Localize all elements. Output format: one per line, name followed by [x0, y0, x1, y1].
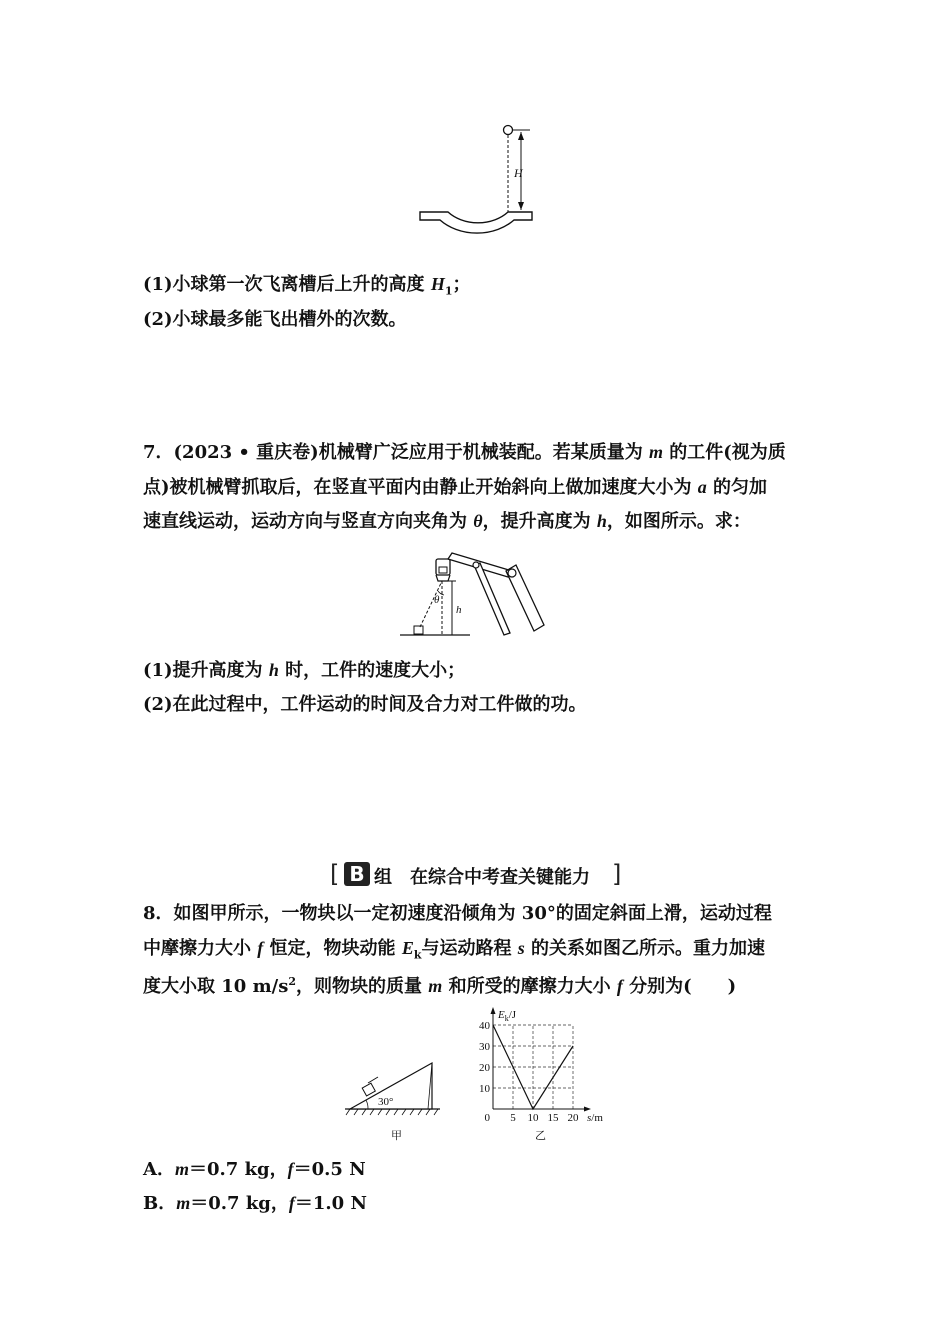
- section-badge: B: [344, 862, 370, 886]
- ek-s-chart: [465, 1005, 615, 1145]
- y-axis-label: $E_k/J$: [498, 1009, 517, 1023]
- caption-jia: 甲: [391, 1130, 402, 1142]
- p6-q2: (2)小球最多能飞出槽外的次数。: [143, 309, 407, 330]
- label-theta: θ: [434, 594, 440, 606]
- groove: [420, 212, 532, 233]
- p6-q1: (1)小球第一次飞离槽后上升的高度 $H_1$；: [143, 274, 471, 298]
- bracket-right: ]: [612, 860, 622, 888]
- y-tick-label: 30: [479, 1041, 490, 1053]
- workpiece: [414, 626, 423, 634]
- x-tick-label: 15: [547, 1112, 559, 1124]
- y-tick-label: 10: [479, 1083, 490, 1095]
- x-tick-label: 0: [484, 1112, 490, 1124]
- label-h: h: [456, 604, 462, 616]
- p7-q1: (1)提升高度为 h 时，工件的速度大小；: [143, 660, 466, 681]
- y-tick-label: 20: [479, 1062, 490, 1074]
- p8-line1: 8．如图甲所示，一物块以一定初速度沿倾角为 30°的固定斜面上滑，运动过程: [143, 903, 772, 924]
- caption-yi: 乙: [535, 1130, 546, 1142]
- p8-option-b[interactable]: B．m＝0.7 kg，f＝1.0 N: [143, 1193, 367, 1214]
- x-tick-label: 20: [567, 1112, 579, 1124]
- p8-line2: 中摩擦力大小 f 恒定，物块动能 $E_k$与运动路程 s 的关系如图乙所示。重力加速: [143, 938, 766, 962]
- p8-line3: 度大小取 10 $m/s^2$，则物块的质量 m 和所受的摩擦力大小 f 分别为( ): [143, 975, 737, 997]
- label-H: H: [514, 166, 523, 180]
- robot-arm-figure: [400, 545, 555, 640]
- p8-option-a[interactable]: A．m＝0.7 kg，f＝0.5 N: [143, 1159, 366, 1180]
- angle-label: 30°: [378, 1096, 394, 1108]
- bracket-left: [: [330, 860, 340, 888]
- section-title: 组 在综合中考查关键能力: [374, 867, 590, 888]
- incline-figure: [340, 1055, 450, 1150]
- p7-line3: 速直线运动，运动方向与竖直方向夹角为 θ，提升高度为 h，如图所示。求：: [143, 511, 751, 532]
- groove-figure: [410, 120, 540, 260]
- x-tick-label: 10: [527, 1112, 539, 1124]
- x-axis-label: s/m: [587, 1112, 603, 1124]
- section-b-header: [330, 858, 630, 892]
- x-tick-label: 5: [510, 1112, 516, 1124]
- ball: [504, 126, 513, 135]
- p7-line1: 7．(2023 • 重庆卷)机械臂广泛应用于机械装配。若某质量为 m 的工件(视为质: [143, 442, 786, 463]
- p7-line2: 点)被机械臂抓取后，在竖直平面内由静止开始斜向上做加速度大小为 a 的匀加: [143, 477, 768, 498]
- block: [362, 1083, 375, 1096]
- p7-q2: (2)在此过程中，工件运动的时间及合力对工件做的功。: [143, 694, 587, 715]
- y-tick-label: 40: [479, 1020, 490, 1032]
